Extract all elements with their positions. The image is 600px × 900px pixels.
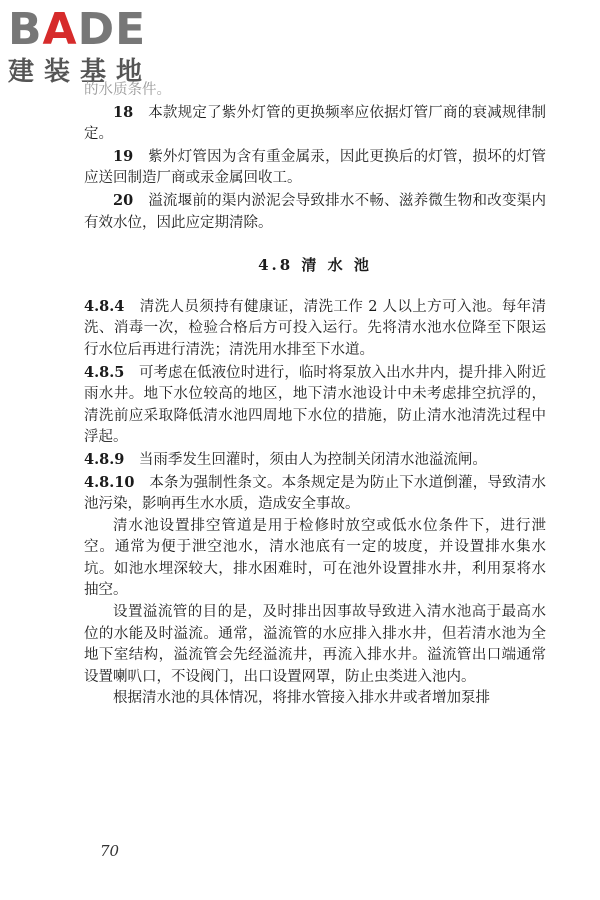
body-paragraph: 清水池设置排空管道是用于检修时放空或低水位条件下，进行泄空。通常为便于泄空池水，清水池底有一定的坡度，并设置排水集水坑。如池水埋深较大，排水困难时，可在池外设置排水井，利用泵将水抽空。 [84, 517, 546, 599]
list-item: 18 本款规定了紫外灯管的更换频率应依据灯管厂商的衰减规律制定。 [84, 103, 547, 143]
list-item: 19 紫外灯管因为含有重金属汞，因此更换后的灯管，损坏的灯管应送回制造厂商或汞金属回收工。 [84, 147, 547, 187]
continued-fragment: 的水质条件。 [84, 82, 171, 98]
section-title: 4.8 清 水 池 [258, 256, 372, 275]
brand-subtitle: 建装基地 [8, 57, 153, 87]
clause: 4.8.9 当雨季发生回灌时，须由人为控制关闭清水池溢流闸。 [84, 450, 487, 468]
page-content [84, 80, 546, 710]
clause: 4.8.10 本条为强制性条文。本条规定是为防止下水道倒灌，导致清水池污染，影响再生水水质，造成安全事故。 [84, 473, 547, 513]
clause: 4.8.4 清洗人员须持有健康证，清洗工作 2 人以上方可入池。每年清洗、消毒一次，检验合格后方可投入运行。先将清水池水位降至下限运行水位后再进行清洗；清洗用水排至下水道。 [84, 297, 546, 358]
clause: 4.8.5 可考虑在低液位时进行，临时将泵放入出水井内，提升排入附近雨水井。地下水位较高的地区，地下清水池设计中未考虑排空抗浮的，清洗前应采取降低清水池四周地下水位的措施，防止清水池清洗过程中浮起。 [84, 363, 546, 446]
body-paragraph: 设置溢流管的目的是，及时排出因事故导致进入清水池高于最高水位的水能及时溢流。通常，溢流管的水应排入排水井，但若清水池为全地下室结构，溢流管会先经溢流井，再流入排水井。溢流管出口端通常设置喇叭口，不设阀门，出口设置网罩，防止虫类进入池内。 [84, 604, 546, 685]
page-number: 70 [100, 842, 120, 860]
brand-wordmark: BADE [8, 4, 147, 55]
body-paragraph: 根据清水池的具体情况，将排水管接入排水井或者增加泵排 [113, 690, 490, 707]
list-item: 20 溢流堰前的渠内淤泥会导致排水不畅、滋养微生物和改变渠内有效水位，因此应定期清除。 [84, 191, 547, 231]
